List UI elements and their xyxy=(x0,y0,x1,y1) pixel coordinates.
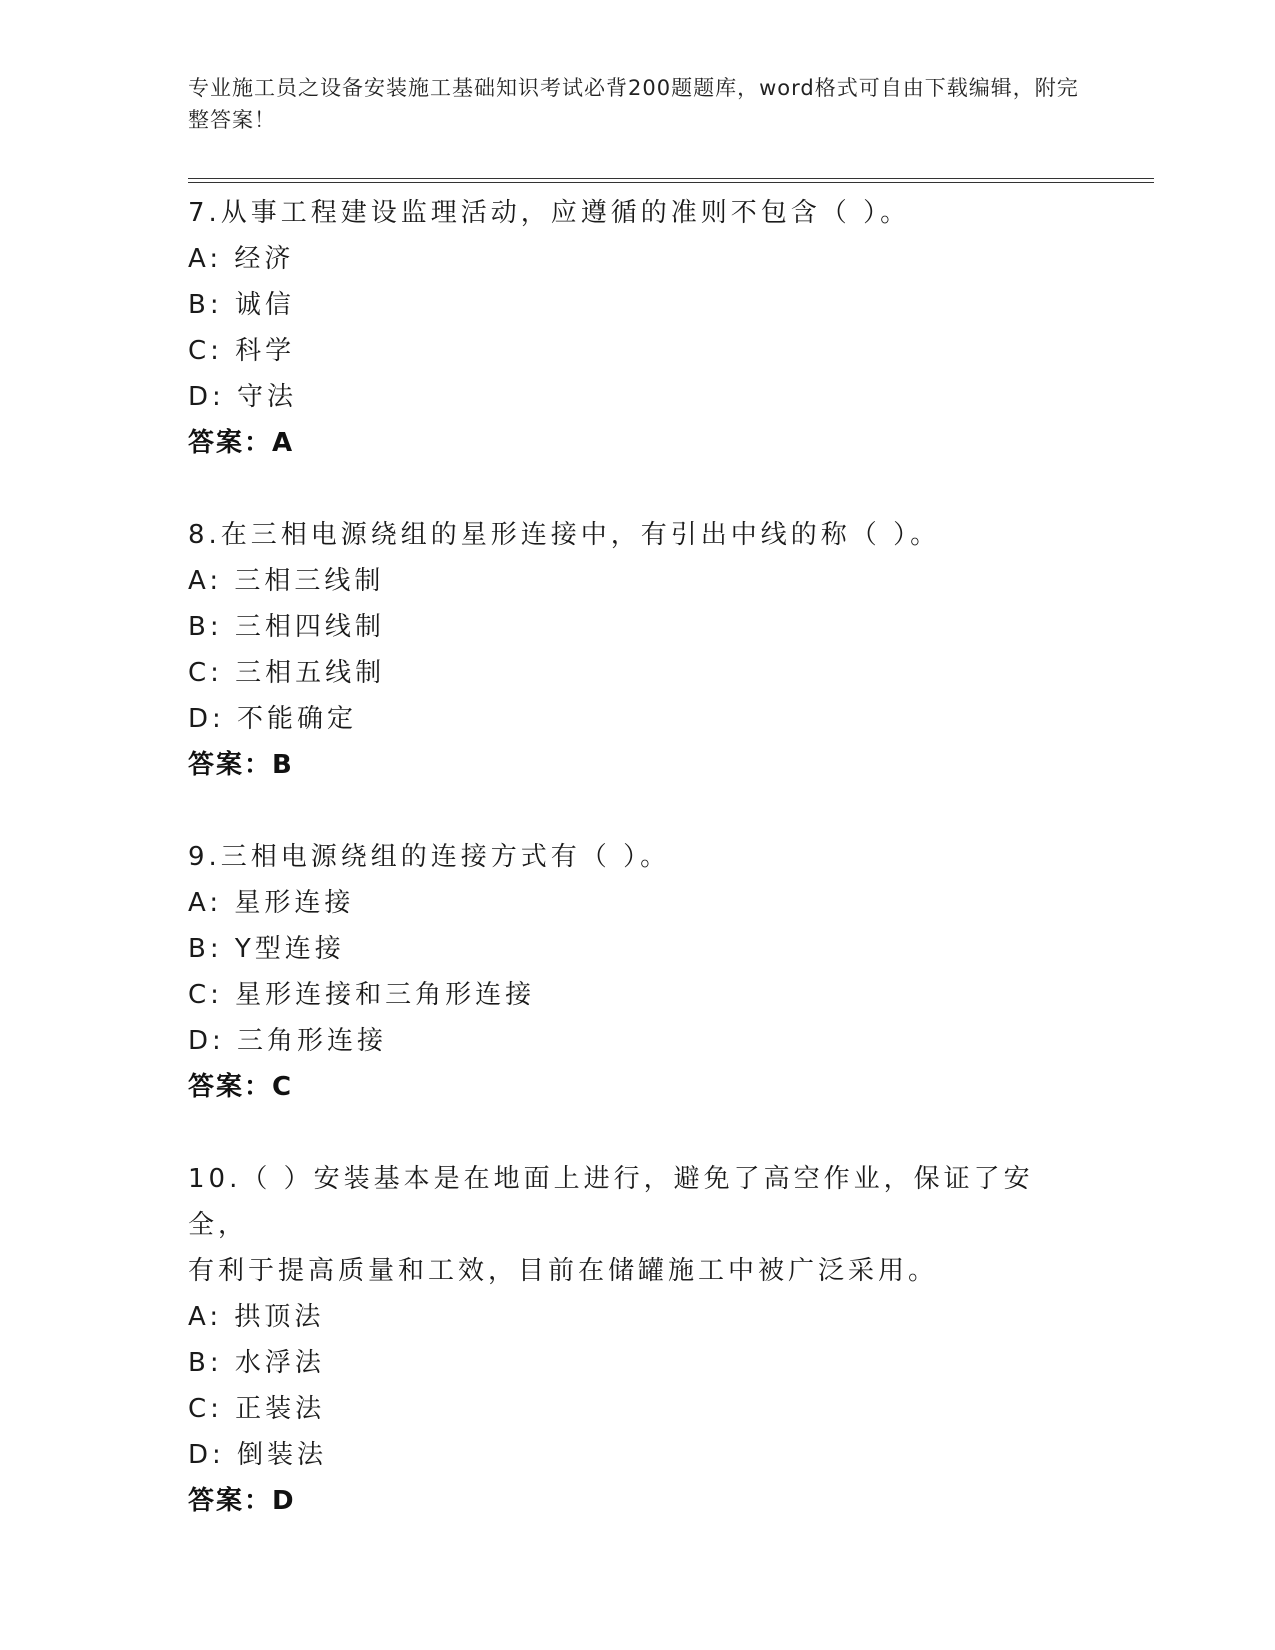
option-a: A: 星形连接 xyxy=(188,888,355,918)
answer: 答案：D xyxy=(188,1486,296,1516)
option-d: D: 守法 xyxy=(188,382,298,412)
option-c: C: 星形连接和三角形连接 xyxy=(188,980,536,1010)
question-stem-line-2: 有利于提高质量和工效，目前在储罐施工中被广泛采用。 xyxy=(188,1256,939,1286)
question-7 xyxy=(188,190,1088,466)
option-a: A: 拱顶法 xyxy=(188,1302,325,1332)
option-d: D: 三角形连接 xyxy=(188,1026,388,1056)
document-header: 专业施工员之设备安装施工基础知识考试必背200题题库，word格式可自由下载编辑，附完整答案！ xyxy=(188,76,1079,132)
option-c: C: 三相五线制 xyxy=(188,658,386,688)
question-list xyxy=(188,190,1088,1524)
answer: 答案：C xyxy=(188,1072,294,1102)
option-a: A: 经济 xyxy=(188,244,295,274)
option-b: B: Y型连接 xyxy=(188,934,345,964)
question-9 xyxy=(188,834,1088,1110)
option-c: C: 科学 xyxy=(188,336,296,366)
question-stem-line-1: 10.（ ）安装基本是在地面上进行，避免了高空作业，保证了安全， xyxy=(188,1164,1034,1240)
option-d: D: 不能确定 xyxy=(188,704,358,734)
option-b: B: 三相四线制 xyxy=(188,612,385,642)
question-8 xyxy=(188,512,1088,788)
question-stem: 8.在三相电源绕组的星形连接中，有引出中线的称（ ）。 xyxy=(188,520,941,550)
answer: 答案：A xyxy=(188,428,295,458)
question-stem: 7.从事工程建设监理活动，应遵循的准则不包含（ ）。 xyxy=(188,198,911,228)
option-c: C: 正装法 xyxy=(188,1394,326,1424)
option-a: A: 三相三线制 xyxy=(188,566,385,596)
header-divider xyxy=(188,178,1154,183)
option-b: B: 诚信 xyxy=(188,290,295,320)
answer: 答案：B xyxy=(188,750,294,780)
question-stem: 9.三相电源绕组的连接方式有（ ）。 xyxy=(188,842,671,872)
question-10 xyxy=(188,1156,1088,1524)
option-b: B: 水浮法 xyxy=(188,1348,325,1378)
option-d: D: 倒装法 xyxy=(188,1440,328,1470)
